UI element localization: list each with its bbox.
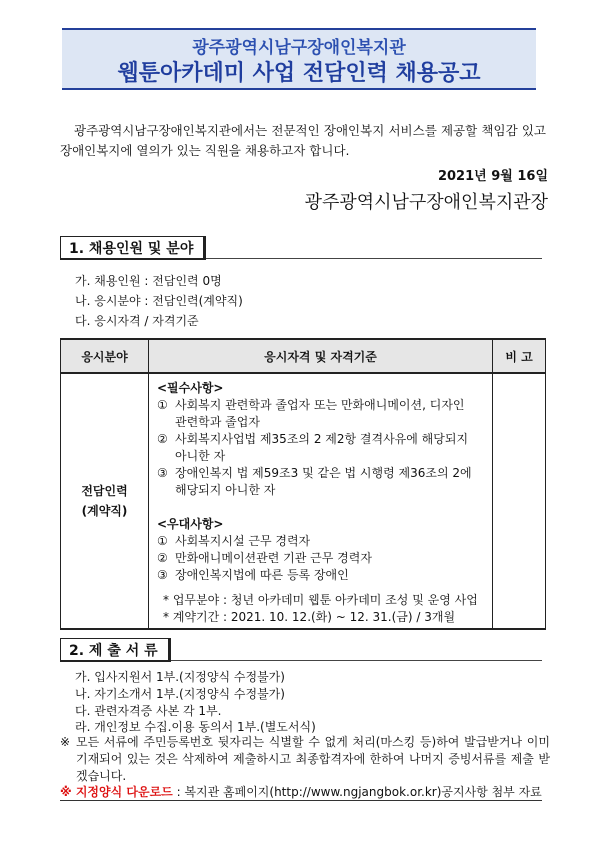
criteria-cell <box>149 373 493 629</box>
list-item-cont: 해당되지 아니한 자 <box>175 483 276 497</box>
section2-item: 가. 입사지원서 1부.(지정양식 수정불가) <box>75 670 285 684</box>
page-title: 웹툰아카데미 사업 전담인력 채용공고 <box>117 61 481 86</box>
list-item: ② 만화애니메이션관련 기관 근무 경력자 <box>157 551 372 565</box>
table-header-row <box>61 339 546 373</box>
section1-item: 다. 응시자격 / 자격기준 <box>75 314 199 328</box>
org-title: 광주광역시남구장애인복지관 <box>192 38 406 58</box>
intro-paragraph: 광주광역시남구장애인복지관에서는 전문적인 장애인복지 서비스를 제공할 책임감 있고 장애인복지에 열의가 있는 직원을 채용하고자 합니다. <box>60 123 546 158</box>
remarks-cell <box>493 373 546 629</box>
list-item: ③ 장애인복지법에 따른 등록 장애인 <box>157 568 349 582</box>
work-field-note: * 업무분야 : 청년 아카데미 웹툰 아카데미 조성 및 운영 사업 <box>163 593 478 607</box>
table-header: 응시분야 <box>61 339 149 373</box>
contract-period-note: * 계약기간 : 2021. 10. 12.(화) ~ 12. 31.(금) / 3개월 <box>163 610 456 624</box>
section1-heading: 1. 채용인원 및 분야 <box>60 236 206 260</box>
section2-item: 나. 자기소개서 1부.(지정양식 수정불가) <box>75 687 285 701</box>
signer-name: 광주광역시남구장애인복지관장 <box>304 192 548 213</box>
field-cell <box>61 373 149 629</box>
section2-heading: 2. 제 출 서 류 <box>60 638 171 662</box>
list-item-cont: 관련학과 졸업자 <box>175 415 260 429</box>
list-item: ③ 장애인복지 법 제59조3 및 같은 법 시행령 제36조의 2에 <box>157 466 472 480</box>
title-banner <box>62 28 536 90</box>
table-header: 비 고 <box>493 339 546 373</box>
section2-item: 다. 관련자격증 사본 각 1부. <box>75 704 222 718</box>
section1-item: 나. 응시분야 : 전담인력(계약직) <box>75 294 243 308</box>
field-name: 전담인력 <box>81 484 128 498</box>
masking-notice <box>60 734 550 785</box>
notice-text: 모든 서류에 주민등록번호 뒷자리는 식별할 수 없게 처리(마스킹 등)하여 발급받거나 이미 기재되어 있는 것은 삭제하여 제출하시고 최종합격자에 한하여 나머지 증빙서류를 제출 받겠습니다. <box>76 735 550 783</box>
section2-item: 라. 개인정보 수집.이용 동의서 1부.(별도서식) <box>75 720 316 734</box>
required-heading: <필수사항> <box>157 381 224 395</box>
preferred-heading: <우대사항> <box>157 517 224 531</box>
list-item: ① 사회복지 관련학과 졸업자 또는 만화애니메이션, 디자인 <box>157 398 465 412</box>
download-text: : 복지관 홈페이지(http://www.ngjangbok.or.kr)공지사항 첨부 자료 <box>172 785 542 799</box>
table-row <box>61 373 546 629</box>
notice-date: 2021년 9월 16일 <box>437 169 548 184</box>
field-type: (계약직) <box>81 504 128 518</box>
table-header: 응시자격 및 자격기준 <box>149 339 493 373</box>
section1-item: 가. 채용인원 : 전담인력 0명 <box>75 274 222 288</box>
list-item: ① 사회복지시설 근무 경력자 <box>157 534 311 548</box>
list-item: ② 사회복지사업법 제35조의 2 제2항 결격사유에 해당되지 <box>157 432 469 446</box>
download-label: ※ 지정양식 다운로드 <box>60 785 173 799</box>
notice-mark: ※ <box>60 735 71 749</box>
qualification-table <box>60 338 546 630</box>
list-item-cont: 아니한 자 <box>175 449 226 463</box>
download-link[interactable] <box>60 784 542 801</box>
